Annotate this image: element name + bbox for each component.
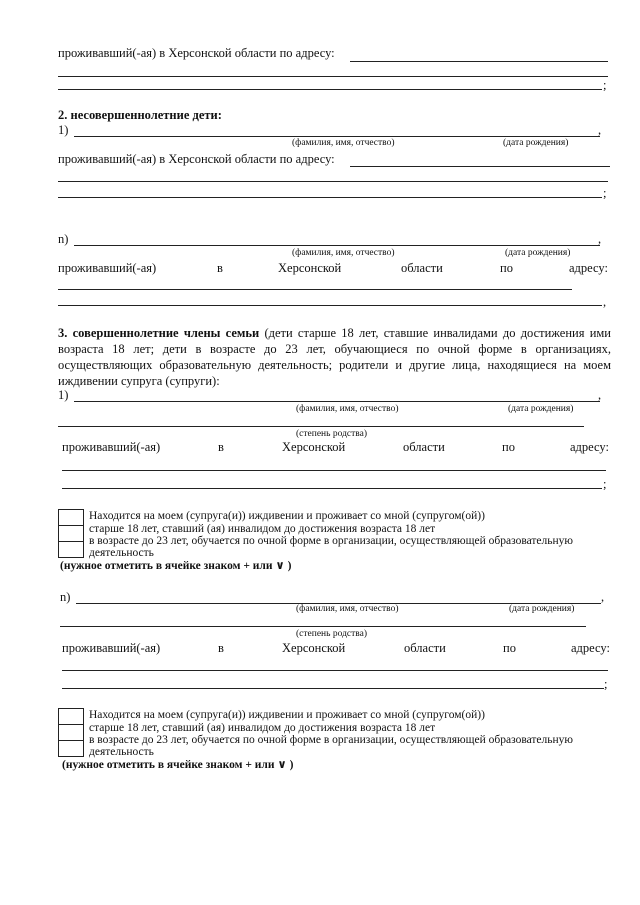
line-terminator: ,: [598, 123, 602, 137]
address-word: по: [500, 261, 513, 275]
student-under-23-checkbox[interactable]: [58, 541, 84, 558]
child-1-name-line[interactable]: [74, 136, 600, 137]
address-word: по: [502, 440, 515, 454]
child-n-name-line[interactable]: [74, 245, 600, 246]
address-word: в: [218, 641, 224, 655]
address-word: адресу:: [570, 440, 609, 454]
student-under-23-checkbox[interactable]: [58, 740, 84, 757]
name-caption: (фамилия, имя, отчество): [292, 248, 395, 258]
line-terminator: ;: [603, 186, 607, 200]
address-field-line[interactable]: [62, 688, 604, 689]
line-terminator: ;: [603, 78, 607, 92]
checkbox-instruction: (нужное отметить в ячейке знаком + или ∨ ): [62, 759, 294, 771]
over-18-disabled-checkbox[interactable]: [58, 525, 84, 542]
address-word: проживавший(-ая): [62, 440, 161, 454]
address-word: проживавший(-ая): [62, 641, 161, 655]
address-field-line[interactable]: [58, 181, 608, 182]
name-caption: (фамилия, имя, отчество): [296, 604, 399, 614]
name-caption: (фамилия, имя, отчество): [292, 138, 395, 148]
line-terminator: ;: [603, 477, 607, 491]
birth-date-caption: (дата рождения): [505, 248, 571, 258]
address-field-line[interactable]: [58, 289, 572, 290]
checkbox-label: в возрасте до 23 лет, обучается по очной форме в организации, осуществляющей образовательную: [89, 535, 574, 547]
checkbox-instruction: (нужное отметить в ячейке знаком + или ∨ ): [60, 560, 292, 572]
section-3-heading-bold: 3. совершеннолетние члены семьи: [58, 326, 260, 340]
address-field-line[interactable]: [350, 61, 608, 62]
relation-field-line[interactable]: [60, 626, 586, 627]
address-word: Херсонской: [278, 261, 342, 275]
address-word: проживавший(-ая): [58, 261, 157, 275]
address-word: адресу:: [571, 641, 610, 655]
address-field-line[interactable]: [62, 488, 602, 489]
dependent-checkbox[interactable]: [58, 509, 84, 526]
address-word: области: [404, 641, 446, 655]
checkbox-label: Находится на моем (супруга(и)) иждивении и проживает со мной (супругом(ой)): [89, 709, 485, 721]
line-terminator: ,: [603, 295, 607, 309]
member-n-index: n): [60, 590, 71, 604]
checkbox-label-continuation: деятельность: [89, 547, 154, 559]
name-caption: (фамилия, имя, отчество): [296, 404, 399, 414]
birth-date-caption: (дата рождения): [508, 404, 574, 414]
address-field-line[interactable]: [58, 76, 608, 77]
relation-caption: (степень родства): [296, 629, 368, 639]
address-word: адресу:: [569, 261, 608, 275]
over-18-disabled-checkbox[interactable]: [58, 724, 84, 741]
line-terminator: ;: [604, 677, 608, 691]
birth-date-caption: (дата рождения): [509, 604, 575, 614]
section-3-heading: [58, 325, 611, 389]
relation-caption: (степень родства): [296, 429, 368, 439]
address-field-line[interactable]: [58, 305, 602, 306]
address-field-line[interactable]: [62, 470, 606, 471]
child-1-index: 1): [58, 123, 69, 137]
dependent-checkbox[interactable]: [58, 708, 84, 725]
address-word: области: [401, 261, 443, 275]
child-n-index: n): [58, 232, 69, 246]
section-3-heading-rest: (дети старше 18 лет, ставшие инвалидами до достижения ими возраста 18 лет; дети в возрасте до 23 лет, обучающиеся по очной форме в организациях, осуществляющих образовательную деятельность; родители и другие лица, находящиеся на моем иждивении супруга (супруги):: [58, 326, 611, 388]
address-field-line[interactable]: [62, 670, 608, 671]
section-2-heading: 2. несовершеннолетние дети:: [58, 108, 222, 122]
member-1-index: 1): [58, 388, 69, 402]
address-field-line[interactable]: [58, 89, 602, 90]
address-word: Херсонской: [282, 641, 346, 655]
checkbox-label: в возрасте до 23 лет, обучается по очной форме в организации, осуществляющей образовательную: [89, 734, 574, 746]
address-label: проживавший(-ая) в Херсонской области по адресу:: [58, 46, 335, 60]
address-word: Херсонской: [282, 440, 346, 454]
checkbox-label: старше 18 лет, ставший (ая) инвалидом до достижения возраста 18 лет: [89, 523, 436, 535]
address-word: в: [217, 261, 223, 275]
relation-field-line[interactable]: [58, 426, 584, 427]
member-1-name-line[interactable]: [74, 401, 600, 402]
line-terminator: ,: [598, 388, 602, 402]
checkbox-label: Находится на моем (супруга(и)) иждивении и проживает со мной (супругом(ой)): [89, 510, 485, 522]
address-word: по: [503, 641, 516, 655]
birth-date-caption: (дата рождения): [503, 138, 569, 148]
address-label: проживавший(-ая) в Херсонской области по адресу:: [58, 152, 335, 166]
address-field-line[interactable]: [58, 197, 602, 198]
line-terminator: ,: [601, 590, 605, 604]
address-field-line[interactable]: [350, 166, 610, 167]
checkbox-label-continuation: деятельность: [89, 746, 154, 758]
line-terminator: ,: [598, 232, 602, 246]
address-word: области: [403, 440, 445, 454]
address-word: в: [218, 440, 224, 454]
checkbox-label: старше 18 лет, ставший (ая) инвалидом до достижения возраста 18 лет: [89, 722, 436, 734]
